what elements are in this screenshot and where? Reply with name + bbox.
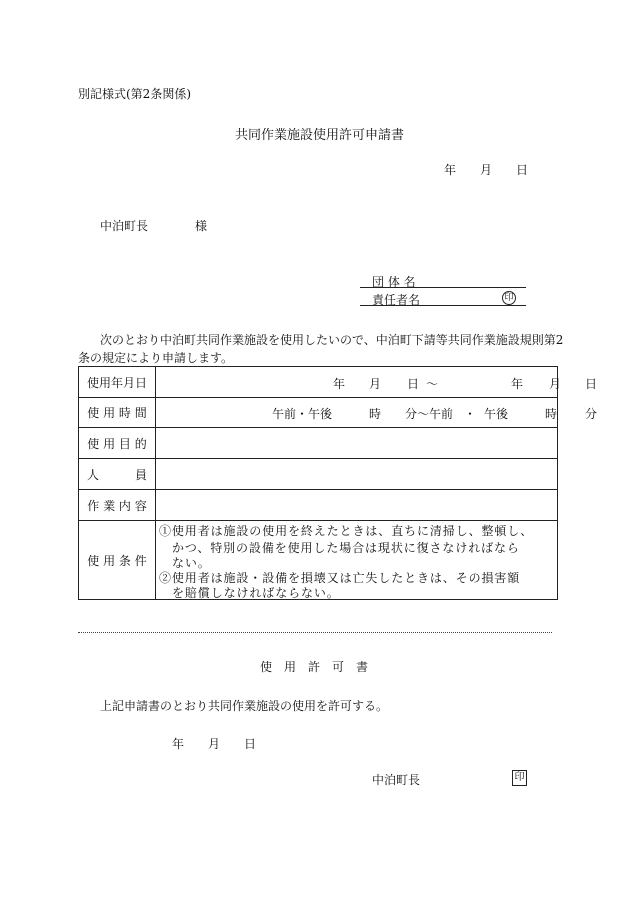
form-reference-note: 別記様式(第2条関係) [78, 87, 191, 101]
representative-label: 責任者名 [372, 293, 421, 307]
period-year-start: 年 [333, 377, 346, 391]
usage-period-label: 使用年月日 [79, 367, 156, 397]
time-minute-end: 分 [585, 407, 598, 421]
time-ampm-start: 午前・午後 [272, 407, 333, 421]
date-year: 年 [444, 163, 457, 177]
row-usage-conditions [78, 521, 558, 600]
work-content-field [156, 490, 557, 520]
work-content-label: 作 業 内 容 [79, 490, 156, 520]
time-hour-start: 時 [369, 407, 382, 421]
row-usage-time [78, 397, 598, 428]
permit-text: 上記申請書のとおり共同作業施設の使用を許可する。 [100, 699, 389, 713]
condition-1-line-1: ①使用者は施設の使用を終えたときは、直ちに清掃し、整頓し、 [159, 524, 534, 538]
condition-2-line-1: ②使用者は施設・設備を損壊又は亡失したときは、その損害額 [159, 571, 521, 585]
period-year-end: 年 [511, 377, 524, 391]
permit-seal-mark: 印 [512, 770, 527, 786]
time-dot: ・ [464, 407, 477, 421]
usage-purpose-field [156, 428, 557, 458]
document-title: 共同作業施設使用許可申請書 [235, 128, 405, 143]
condition-1-line-3: ない。 [172, 556, 211, 570]
addressee-honorific: 様 [195, 219, 208, 233]
date-month: 月 [480, 163, 493, 177]
usage-conditions-label: 使 用 条 件 [79, 521, 156, 599]
seal-mark: 印 [502, 291, 516, 305]
usage-conditions-text [156, 521, 557, 599]
time-pm-end: 午後 [484, 407, 509, 421]
permit-date-day: 日 [244, 737, 257, 751]
period-day-start: 日 [407, 377, 420, 391]
permit-date-month: 月 [208, 737, 221, 751]
row-people [78, 459, 558, 490]
period-separator: ～ [426, 377, 439, 391]
row-usage-period [78, 366, 598, 398]
date-day: 日 [516, 163, 529, 177]
condition-2-line-2: を賠償しなければならない。 [172, 586, 340, 600]
dotted-separator [78, 632, 552, 633]
people-label: 人 員 [79, 459, 156, 489]
period-month-start: 月 [369, 377, 382, 391]
permit-mayor-name: 中泊町長 [372, 773, 421, 787]
group-name-line [360, 287, 526, 288]
row-usage-purpose [78, 428, 558, 459]
intro-text-line1: 次のとおり中泊町共同作業施設を使用したいので、中泊町下請等共同作業施設規則第2 [100, 333, 564, 347]
group-name-label: 団 体 名 [372, 275, 416, 289]
time-minute-to-am: 分～午前 [405, 407, 454, 421]
intro-text-line2: 条の規定により申請します。 [78, 351, 234, 365]
permit-title: 使 用 許 可 書 [260, 660, 369, 674]
representative-line [360, 305, 526, 306]
permit-date-year: 年 [172, 737, 185, 751]
usage-purpose-label: 使 用 目 的 [79, 428, 156, 458]
usage-time-label: 使 用 時 間 [79, 397, 156, 427]
row-work-content [78, 490, 558, 521]
addressee-name: 中泊町長 [100, 219, 149, 233]
condition-1-line-2: かつ、特別の設備を使用した場合は現状に復さなければなら [172, 541, 520, 555]
people-field [156, 459, 557, 489]
time-hour-end: 時 [545, 407, 558, 421]
period-day-end: 日 [585, 377, 598, 391]
period-month-end: 月 [549, 377, 562, 391]
